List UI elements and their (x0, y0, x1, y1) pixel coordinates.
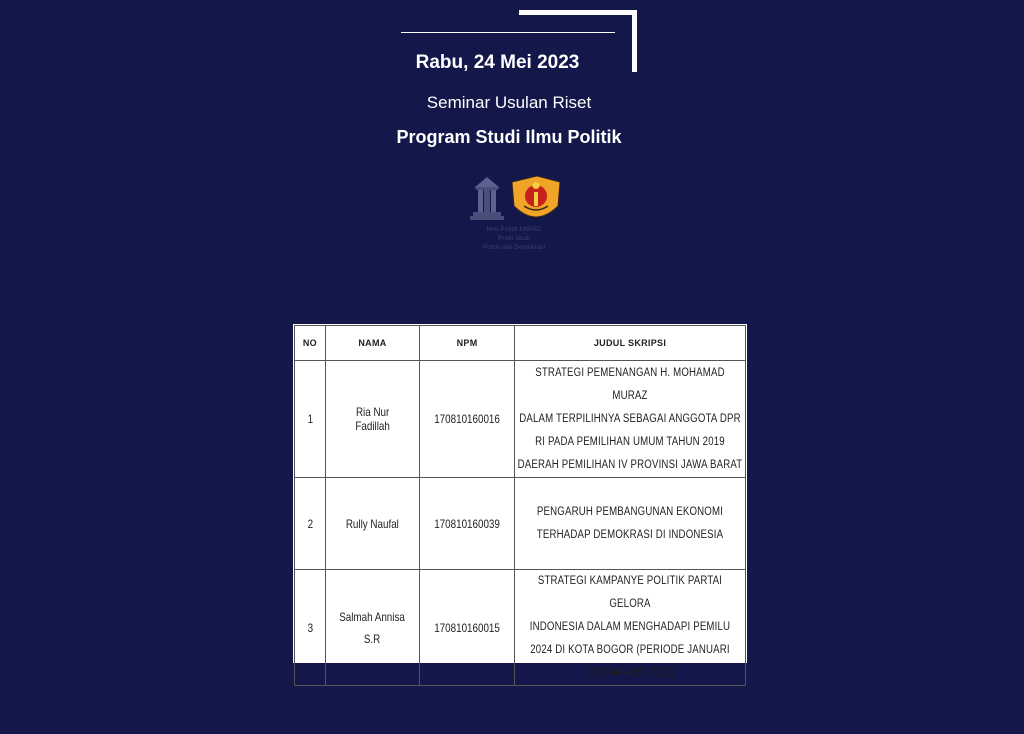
table-header-row (295, 326, 746, 361)
cell-judul: PENGARUH PEMBANGUNAN EKONOMI TERHADAP DEMOKRASI DI INDONESIA (515, 478, 746, 570)
cell-no: 3 (295, 570, 326, 686)
date-underline (401, 32, 615, 33)
event-date: Rabu, 24 Mei 2023 (415, 52, 580, 73)
cell-no: 2 (295, 478, 326, 570)
cell-no: 1 (295, 361, 326, 478)
ilmu-politik-logo-icon (470, 177, 504, 220)
presenter-table (294, 325, 746, 686)
frame-accent-right (632, 10, 637, 72)
cell-judul: STRATEGI PEMENANGAN H. MOHAMAD MURAZ DALAM TERPILIHNYA SEBAGAI ANGGOTA DPR RI PADA PEMILIHAN UMUM TAHUN 2019 DAERAH PEMILIHAN IV PROVINSI JAWA BARAT (515, 361, 746, 478)
cell-npm: 170810160015 (420, 570, 515, 686)
table-row (295, 478, 746, 570)
logo-caption-2: Prodi Studi (498, 236, 530, 242)
table-row (295, 361, 746, 478)
cell-nama: Salmah Annisa S.R (325, 570, 419, 686)
logo-group (462, 172, 566, 256)
logo-caption-1: Ilmu Politik UNPAD (486, 227, 542, 233)
logo-caption-3: Politik dan Demokrasi (482, 245, 546, 251)
column-header-judul: JUDUL SKRIPSI (515, 326, 746, 361)
cell-npm: 170810160016 (420, 361, 515, 478)
cell-npm: 170810160039 (420, 478, 515, 570)
cell-judul: STRATEGI KAMPANYE POLITIK PARTAI GELORA INDONESIA DALAM MENGHADAPI PEMILU 2024 DI KOTA BOGOR (PERIODE JANUARI 2022-MARET 2023) (515, 570, 746, 686)
unpad-emblem-icon (512, 176, 560, 217)
cell-nama: Rully Naufal (325, 478, 419, 570)
column-header-npm: NPM (420, 326, 515, 361)
program-name: Program Studi Ilmu Politik (396, 127, 622, 147)
cell-nama: Ria Nur Fadillah (325, 361, 419, 478)
presenter-table-card (293, 324, 747, 679)
table-row (295, 570, 746, 686)
column-header-nama: NAMA (325, 326, 419, 361)
column-header-no: NO (295, 326, 326, 361)
logos (462, 172, 566, 228)
event-title: Seminar Usulan Riset (426, 93, 592, 112)
frame-accent-top (519, 10, 637, 15)
